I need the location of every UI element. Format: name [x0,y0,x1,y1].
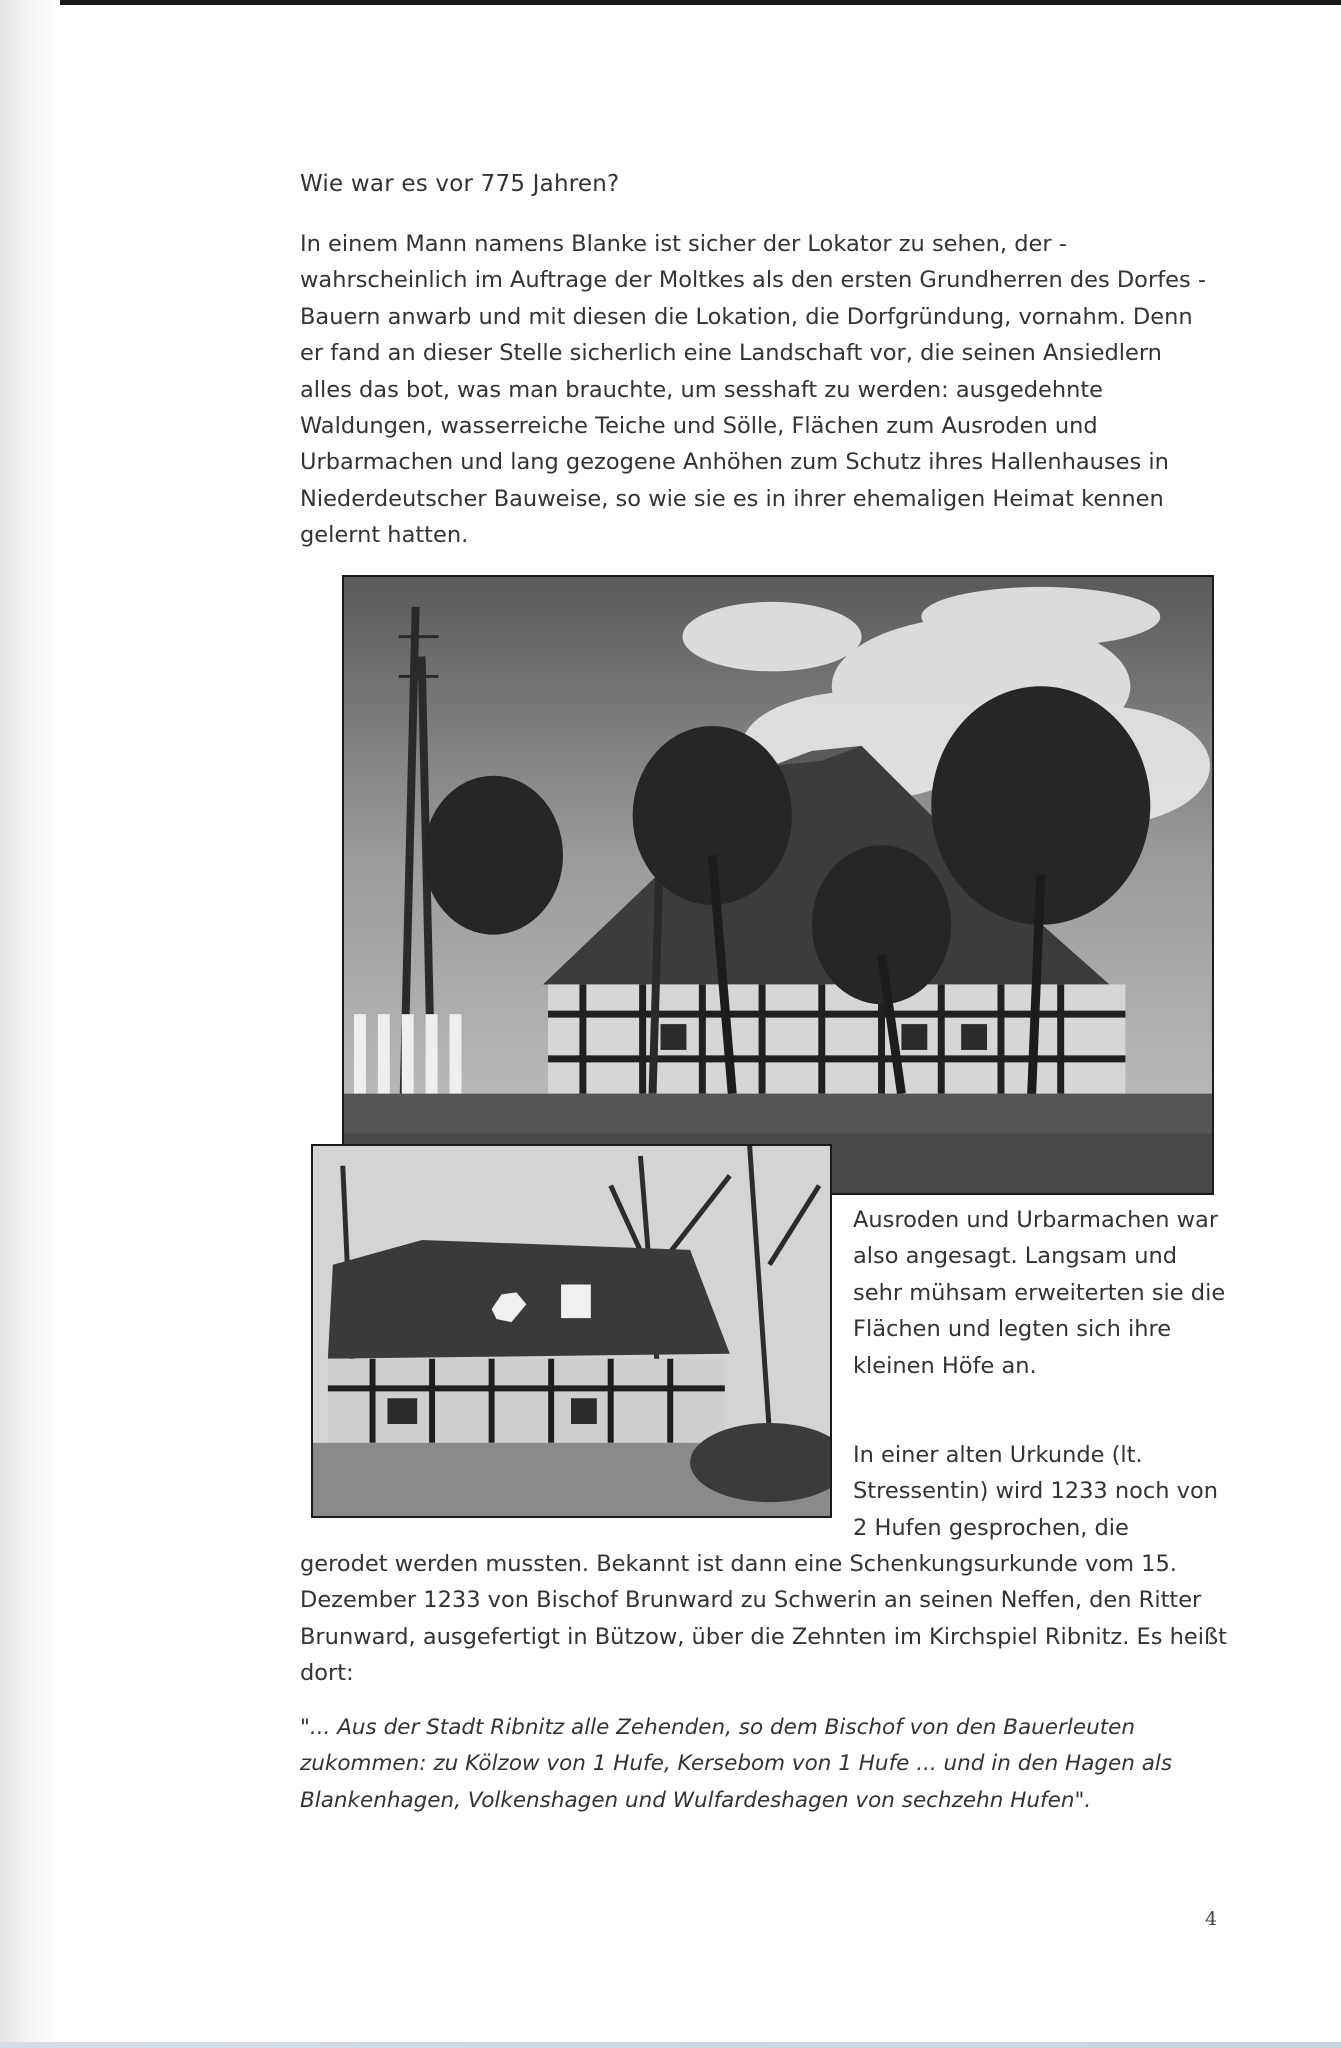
farmhouse-photo [342,575,1214,1195]
scan-top-edge [0,0,1341,5]
side-paragraph: Ausroden und Urbarmachen war also angesagt. Langsam und sehr mühsam erweiterten sie die Flächen und legten sich ihre kleinen Höfe an. [853,1207,1226,1379]
cottage-photo [311,1144,832,1518]
scan-bottom-edge [0,2042,1341,2048]
page-number: 4 [1205,1908,1218,1930]
farmhouse-photo-drawing [344,577,1212,1193]
urkunde-paragraph-continued: gerodet werden mussten. Bekannt ist dann eine Schenkungsurkunde vom 15. Dezember 1233 von Bischof Brunward zu Schwerin an seinen Neffen, den Ritter Brunward, ausgefertigt in Bützow, über die Zehnten im Kirchspiel Ribnitz. Es heißt dort: [300,1551,1227,1687]
cottage-photo-drawing [313,1146,830,1516]
thatched-roof [328,1240,730,1359]
document-quote: "... Aus der Stadt Ribnitz alle Zehenden, so dem Bischof von den Bauerleuten zukommen: zu Kölzow von 1 Hufe, Kersebom von 1 Hufe ... und in den Hagen als Blankenhagen, Volkenshagen und Wulfardeshagen von sechzehn Hufen". [300,1715,1173,1813]
urkunde-paragraph-start: In einer alten Urkunde (lt. Stressentin) wird 1233 noch von 2 Hufen gesprochen, die [853,1442,1219,1541]
page-gutter-shadow [0,0,60,2048]
section-heading: Wie war es vor 775 Jahren? [300,171,620,197]
intro-paragraph: In einem Mann namens Blanke ist sicher der Lokator zu sehen, der - wahrscheinlich im Auftrage der Moltkes als den ersten Grundherren des Dorfes - Bauern anwarb und mit diesen die Lokation, die Dorfgründung, vornahm. Denn er fand an dieser Stelle sicherlich eine Landschaft vor, die seinen Ansiedlern alles das bot, was man brauchte, um sesshaft zu werden: ausgedehnte Waldungen, wasserreiche Teiche und Sölle, Flächen zum Ausroden und Urbarmachen und lang gezogene Anhöhen zum Schutz ihres Hallenhauses in Niederdeutscher Bauweise, so wie sie es in ihrer ehemaligen Heimat kennen gelernt hatten. [300,231,1206,549]
